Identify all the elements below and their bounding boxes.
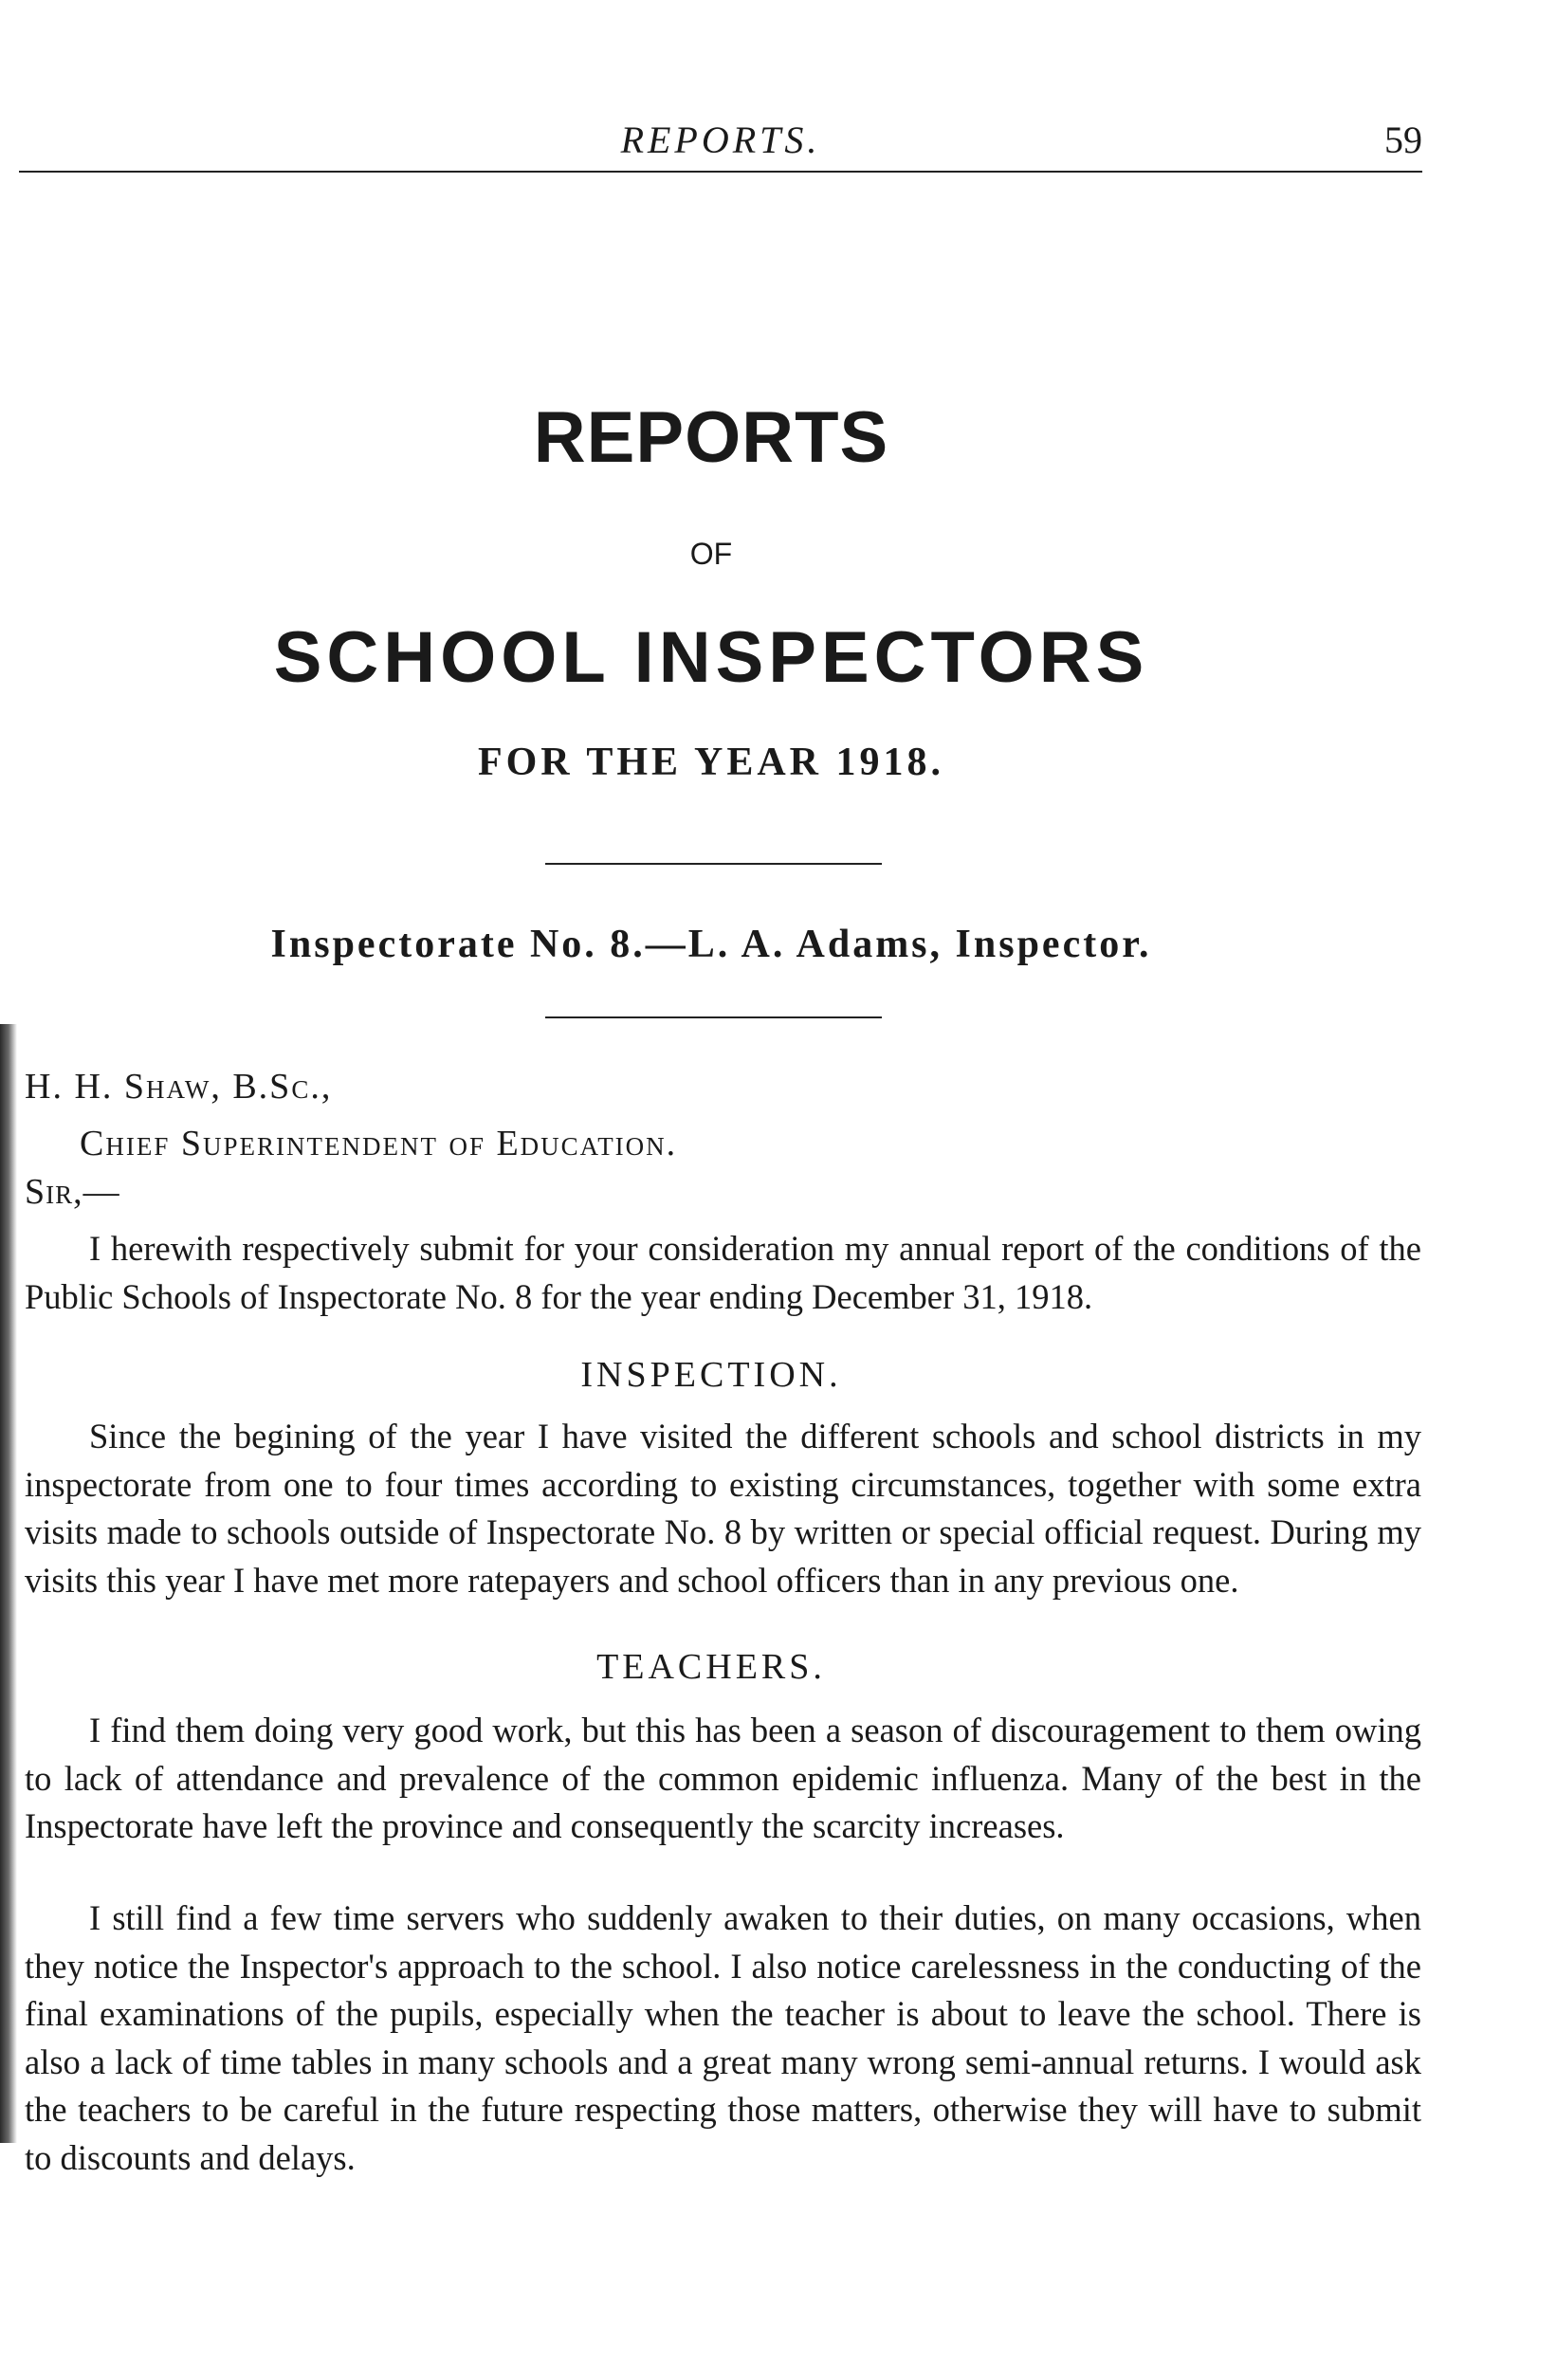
salutation: Sir,— [25, 1172, 120, 1212]
divider-rule [545, 1016, 882, 1018]
body-paragraph: I find them doing very good work, but this has been a season of discouragement to them owing to lack of attendance and prevalence of the common epidemic influenza. Many of the best in the Inspectorate have left the province and consequently the scarcity increases. [25, 1711, 1421, 1845]
body-paragraph: I still find a few time servers who suddenly awaken to their duties, on many occasions, when they notice the Inspector's approach to the school. I also notice carelessness in the conducting of the final examinations of the pupils, especially when the teacher is about to leave the school. There is also a lack of time tables in many schools and a great many wrong semi-annual returns. I would ask the teachers to be careful in the future respecting those matters, otherwise they will have to submit to discounts and delays. [25, 1898, 1421, 2177]
scan-edge-shadow [0, 1024, 17, 2143]
document-title: REPORTS [533, 397, 889, 478]
page-number: 59 [1384, 119, 1422, 161]
addressee-name: H. H. Shaw, B.Sc., [25, 1067, 333, 1107]
title-connector: OF [689, 537, 733, 571]
running-head-rule [19, 171, 1422, 173]
intro-paragraph: I herewith respectively submit for your consideration my annual report of the conditions of the Public Schools of Inspectorate No. 8 for the year ending December 31, 1918. [25, 1229, 1421, 1316]
body-paragraph: Since the begining of the year I have visited the different schools and school districts in my inspectorate from one to four times according to existing circumstances, together with some extra visits made to schools outside of Inspectorate No. 8 by written or special official request. During my visits this year I have met more ratepayers and school officers than in any previous one. [25, 1417, 1421, 1600]
divider-rule [545, 863, 882, 865]
inspectorate-line: Inspectorate No. 8.—L. A. Adams, Inspector. [270, 923, 1152, 966]
section-heading-teachers: TEACHERS. [596, 1647, 826, 1687]
running-head-title: REPORTS. [620, 119, 821, 161]
title-year-line: FOR THE YEAR 1918. [477, 741, 945, 784]
running-head [19, 112, 1422, 173]
section-heading-inspection: INSPECTION. [580, 1355, 842, 1395]
addressee-office: Chief Superintendent of Education. [80, 1124, 678, 1163]
document-subtitle: SCHOOL INSPECTORS [273, 617, 1149, 698]
